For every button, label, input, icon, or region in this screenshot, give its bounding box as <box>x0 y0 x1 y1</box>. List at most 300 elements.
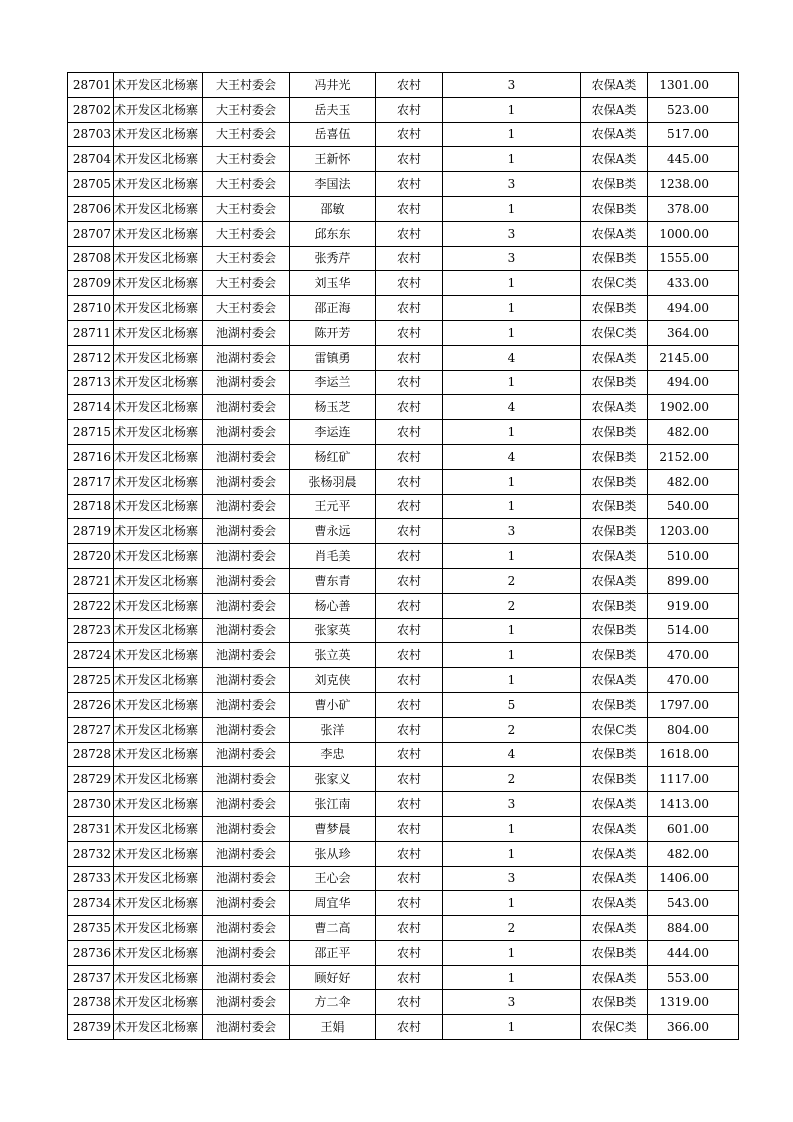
table-row <box>68 469 739 494</box>
table-row <box>68 246 739 271</box>
cell-count: 4 <box>443 345 581 370</box>
cell-town: 术开发区北杨寨 <box>114 742 203 767</box>
cell-name: 邵正平 <box>290 940 376 965</box>
cell-category: 农保B类 <box>581 469 648 494</box>
cell-count: 2 <box>443 717 581 742</box>
cell-town: 术开发区北杨寨 <box>114 469 203 494</box>
cell-amount: 494.00 <box>648 370 739 395</box>
cell-id: 28713 <box>68 370 114 395</box>
cell-town: 术开发区北杨寨 <box>114 494 203 519</box>
table-row <box>68 1015 739 1040</box>
cell-village: 大王村委会 <box>203 221 290 246</box>
cell-id: 28728 <box>68 742 114 767</box>
cell-village: 池湖村委会 <box>203 668 290 693</box>
table-row <box>68 494 739 519</box>
cell-amount: 523.00 <box>648 97 739 122</box>
cell-amount: 543.00 <box>648 891 739 916</box>
cell-category: 农保B类 <box>581 196 648 221</box>
cell-area: 农村 <box>376 816 443 841</box>
table-row <box>68 965 739 990</box>
table-row <box>68 444 739 469</box>
cell-category: 农保A类 <box>581 122 648 147</box>
cell-id: 28715 <box>68 420 114 445</box>
cell-village: 大王村委会 <box>203 122 290 147</box>
cell-category: 农保C类 <box>581 717 648 742</box>
table-body <box>68 73 739 1040</box>
cell-area: 农村 <box>376 296 443 321</box>
cell-category: 农保A类 <box>581 841 648 866</box>
cell-id: 28716 <box>68 444 114 469</box>
cell-category: 农保B类 <box>581 692 648 717</box>
table-row <box>68 519 739 544</box>
cell-amount: 1319.00 <box>648 990 739 1015</box>
table-row <box>68 891 739 916</box>
table-row <box>68 420 739 445</box>
cell-count: 1 <box>443 271 581 296</box>
cell-village: 池湖村委会 <box>203 866 290 891</box>
cell-amount: 433.00 <box>648 271 739 296</box>
cell-amount: 482.00 <box>648 420 739 445</box>
cell-area: 农村 <box>376 965 443 990</box>
cell-town: 术开发区北杨寨 <box>114 1015 203 1040</box>
cell-town: 术开发区北杨寨 <box>114 643 203 668</box>
cell-village: 池湖村委会 <box>203 370 290 395</box>
cell-category: 农保C类 <box>581 320 648 345</box>
cell-amount: 1000.00 <box>648 221 739 246</box>
cell-village: 池湖村委会 <box>203 717 290 742</box>
cell-name: 邵敏 <box>290 196 376 221</box>
cell-village: 池湖村委会 <box>203 742 290 767</box>
cell-name: 邵正海 <box>290 296 376 321</box>
cell-village: 池湖村委会 <box>203 692 290 717</box>
cell-town: 术开发区北杨寨 <box>114 519 203 544</box>
cell-count: 1 <box>443 147 581 172</box>
cell-name: 雷镇勇 <box>290 345 376 370</box>
cell-count: 1 <box>443 544 581 569</box>
cell-village: 大王村委会 <box>203 97 290 122</box>
cell-town: 术开发区北杨寨 <box>114 370 203 395</box>
cell-amount: 1238.00 <box>648 172 739 197</box>
cell-count: 1 <box>443 891 581 916</box>
cell-count: 3 <box>443 246 581 271</box>
cell-count: 2 <box>443 593 581 618</box>
cell-id: 28721 <box>68 568 114 593</box>
cell-amount: 482.00 <box>648 841 739 866</box>
cell-count: 3 <box>443 519 581 544</box>
cell-village: 池湖村委会 <box>203 792 290 817</box>
cell-amount: 517.00 <box>648 122 739 147</box>
cell-area: 农村 <box>376 544 443 569</box>
cell-category: 农保B类 <box>581 618 648 643</box>
cell-amount: 1413.00 <box>648 792 739 817</box>
cell-area: 农村 <box>376 618 443 643</box>
cell-town: 术开发区北杨寨 <box>114 196 203 221</box>
cell-name: 刘玉华 <box>290 271 376 296</box>
cell-town: 术开发区北杨寨 <box>114 965 203 990</box>
cell-category: 农保B类 <box>581 593 648 618</box>
cell-town: 术开发区北杨寨 <box>114 841 203 866</box>
cell-category: 农保A类 <box>581 891 648 916</box>
cell-count: 1 <box>443 122 581 147</box>
cell-name: 王娟 <box>290 1015 376 1040</box>
cell-area: 农村 <box>376 767 443 792</box>
cell-category: 农保B类 <box>581 494 648 519</box>
cell-area: 农村 <box>376 122 443 147</box>
cell-id: 28707 <box>68 221 114 246</box>
cell-amount: 514.00 <box>648 618 739 643</box>
cell-category: 农保A类 <box>581 97 648 122</box>
cell-id: 28729 <box>68 767 114 792</box>
cell-village: 池湖村委会 <box>203 816 290 841</box>
cell-category: 农保B类 <box>581 990 648 1015</box>
cell-town: 术开发区北杨寨 <box>114 792 203 817</box>
cell-area: 农村 <box>376 420 443 445</box>
table-row <box>68 568 739 593</box>
cell-name: 李运兰 <box>290 370 376 395</box>
cell-town: 术开发区北杨寨 <box>114 568 203 593</box>
cell-category: 农保C类 <box>581 1015 648 1040</box>
table-row <box>68 147 739 172</box>
cell-name: 张家英 <box>290 618 376 643</box>
table-row <box>68 668 739 693</box>
cell-town: 术开发区北杨寨 <box>114 544 203 569</box>
table-row <box>68 73 739 98</box>
cell-name: 曹东青 <box>290 568 376 593</box>
cell-name: 张立英 <box>290 643 376 668</box>
cell-count: 1 <box>443 618 581 643</box>
cell-count: 1 <box>443 643 581 668</box>
cell-category: 农保B类 <box>581 940 648 965</box>
cell-amount: 1797.00 <box>648 692 739 717</box>
cell-category: 农保A类 <box>581 221 648 246</box>
cell-category: 农保A类 <box>581 147 648 172</box>
cell-village: 大王村委会 <box>203 147 290 172</box>
cell-id: 28701 <box>68 73 114 98</box>
cell-id: 28727 <box>68 717 114 742</box>
cell-town: 术开发区北杨寨 <box>114 692 203 717</box>
cell-town: 术开发区北杨寨 <box>114 345 203 370</box>
cell-count: 2 <box>443 916 581 941</box>
cell-id: 28722 <box>68 593 114 618</box>
cell-area: 农村 <box>376 172 443 197</box>
cell-category: 农保B类 <box>581 643 648 668</box>
cell-count: 5 <box>443 692 581 717</box>
cell-area: 农村 <box>376 916 443 941</box>
cell-area: 农村 <box>376 246 443 271</box>
cell-amount: 445.00 <box>648 147 739 172</box>
cell-village: 池湖村委会 <box>203 1015 290 1040</box>
cell-town: 术开发区北杨寨 <box>114 246 203 271</box>
cell-village: 池湖村委会 <box>203 544 290 569</box>
cell-amount: 1406.00 <box>648 866 739 891</box>
cell-category: 农保A类 <box>581 544 648 569</box>
cell-count: 1 <box>443 97 581 122</box>
cell-amount: 1203.00 <box>648 519 739 544</box>
cell-count: 3 <box>443 792 581 817</box>
cell-village: 池湖村委会 <box>203 345 290 370</box>
cell-category: 农保A类 <box>581 395 648 420</box>
cell-id: 28717 <box>68 469 114 494</box>
cell-area: 农村 <box>376 196 443 221</box>
cell-name: 陈开芳 <box>290 320 376 345</box>
cell-area: 农村 <box>376 717 443 742</box>
cell-village: 池湖村委会 <box>203 420 290 445</box>
cell-name: 肖毛美 <box>290 544 376 569</box>
cell-count: 2 <box>443 767 581 792</box>
cell-amount: 482.00 <box>648 469 739 494</box>
table-row <box>68 643 739 668</box>
cell-amount: 804.00 <box>648 717 739 742</box>
cell-village: 池湖村委会 <box>203 519 290 544</box>
cell-area: 农村 <box>376 891 443 916</box>
cell-category: 农保A类 <box>581 792 648 817</box>
cell-amount: 553.00 <box>648 965 739 990</box>
cell-id: 28711 <box>68 320 114 345</box>
table-row <box>68 395 739 420</box>
table-row <box>68 717 739 742</box>
cell-village: 池湖村委会 <box>203 965 290 990</box>
cell-village: 池湖村委会 <box>203 841 290 866</box>
table-row <box>68 370 739 395</box>
cell-village: 池湖村委会 <box>203 320 290 345</box>
cell-name: 杨玉芝 <box>290 395 376 420</box>
cell-id: 28719 <box>68 519 114 544</box>
cell-count: 3 <box>443 990 581 1015</box>
cell-count: 3 <box>443 866 581 891</box>
cell-category: 农保C类 <box>581 271 648 296</box>
cell-name: 岳喜伍 <box>290 122 376 147</box>
cell-amount: 470.00 <box>648 668 739 693</box>
cell-count: 4 <box>443 742 581 767</box>
cell-village: 池湖村委会 <box>203 568 290 593</box>
cell-name: 周宜华 <box>290 891 376 916</box>
table-row <box>68 345 739 370</box>
cell-area: 农村 <box>376 792 443 817</box>
cell-village: 池湖村委会 <box>203 643 290 668</box>
cell-area: 农村 <box>376 370 443 395</box>
cell-name: 曹梦晨 <box>290 816 376 841</box>
cell-name: 张江南 <box>290 792 376 817</box>
cell-area: 农村 <box>376 990 443 1015</box>
cell-amount: 1117.00 <box>648 767 739 792</box>
table-row <box>68 866 739 891</box>
table-row <box>68 767 739 792</box>
cell-category: 农保B类 <box>581 767 648 792</box>
cell-id: 28709 <box>68 271 114 296</box>
cell-name: 张杨羽晨 <box>290 469 376 494</box>
cell-area: 农村 <box>376 1015 443 1040</box>
cell-name: 曹永远 <box>290 519 376 544</box>
cell-village: 池湖村委会 <box>203 469 290 494</box>
cell-village: 池湖村委会 <box>203 593 290 618</box>
cell-count: 1 <box>443 494 581 519</box>
cell-area: 农村 <box>376 593 443 618</box>
cell-id: 28720 <box>68 544 114 569</box>
cell-name: 李运连 <box>290 420 376 445</box>
cell-id: 28738 <box>68 990 114 1015</box>
cell-count: 3 <box>443 172 581 197</box>
table-row <box>68 593 739 618</box>
cell-id: 28718 <box>68 494 114 519</box>
cell-amount: 884.00 <box>648 916 739 941</box>
cell-town: 术开发区北杨寨 <box>114 891 203 916</box>
cell-amount: 1555.00 <box>648 246 739 271</box>
cell-village: 池湖村委会 <box>203 940 290 965</box>
cell-name: 张秀芹 <box>290 246 376 271</box>
cell-village: 池湖村委会 <box>203 767 290 792</box>
cell-village: 池湖村委会 <box>203 916 290 941</box>
cell-amount: 919.00 <box>648 593 739 618</box>
cell-village: 池湖村委会 <box>203 618 290 643</box>
cell-area: 农村 <box>376 866 443 891</box>
cell-town: 术开发区北杨寨 <box>114 866 203 891</box>
cell-count: 4 <box>443 444 581 469</box>
cell-name: 曹二高 <box>290 916 376 941</box>
cell-id: 28714 <box>68 395 114 420</box>
cell-village: 池湖村委会 <box>203 891 290 916</box>
cell-amount: 364.00 <box>648 320 739 345</box>
cell-id: 28734 <box>68 891 114 916</box>
cell-village: 大王村委会 <box>203 296 290 321</box>
cell-name: 张家义 <box>290 767 376 792</box>
subsidy-table <box>67 72 739 1040</box>
cell-amount: 2152.00 <box>648 444 739 469</box>
cell-town: 术开发区北杨寨 <box>114 444 203 469</box>
cell-town: 术开发区北杨寨 <box>114 916 203 941</box>
table-row <box>68 916 739 941</box>
cell-category: 农保A类 <box>581 345 648 370</box>
cell-name: 岳夫玉 <box>290 97 376 122</box>
cell-category: 农保A类 <box>581 568 648 593</box>
cell-name: 李国法 <box>290 172 376 197</box>
cell-town: 术开发区北杨寨 <box>114 296 203 321</box>
table-row <box>68 742 739 767</box>
cell-name: 方二伞 <box>290 990 376 1015</box>
cell-town: 术开发区北杨寨 <box>114 593 203 618</box>
cell-id: 28704 <box>68 147 114 172</box>
cell-count: 1 <box>443 370 581 395</box>
cell-area: 农村 <box>376 519 443 544</box>
cell-count: 1 <box>443 320 581 345</box>
cell-category: 农保B类 <box>581 742 648 767</box>
cell-town: 术开发区北杨寨 <box>114 147 203 172</box>
cell-count: 3 <box>443 221 581 246</box>
cell-town: 术开发区北杨寨 <box>114 122 203 147</box>
cell-area: 农村 <box>376 221 443 246</box>
cell-amount: 540.00 <box>648 494 739 519</box>
cell-amount: 601.00 <box>648 816 739 841</box>
table-row <box>68 990 739 1015</box>
cell-name: 王心会 <box>290 866 376 891</box>
cell-name: 邱东东 <box>290 221 376 246</box>
cell-count: 1 <box>443 469 581 494</box>
cell-village: 大王村委会 <box>203 172 290 197</box>
cell-count: 1 <box>443 940 581 965</box>
cell-category: 农保A类 <box>581 668 648 693</box>
cell-amount: 510.00 <box>648 544 739 569</box>
cell-category: 农保A类 <box>581 816 648 841</box>
cell-village: 池湖村委会 <box>203 494 290 519</box>
cell-count: 1 <box>443 816 581 841</box>
cell-town: 术开发区北杨寨 <box>114 940 203 965</box>
table-row <box>68 692 739 717</box>
cell-amount: 899.00 <box>648 568 739 593</box>
table-row <box>68 122 739 147</box>
cell-name: 张洋 <box>290 717 376 742</box>
cell-count: 1 <box>443 420 581 445</box>
cell-town: 术开发区北杨寨 <box>114 767 203 792</box>
cell-id: 28733 <box>68 866 114 891</box>
cell-amount: 1301.00 <box>648 73 739 98</box>
cell-town: 术开发区北杨寨 <box>114 320 203 345</box>
cell-category: 农保B类 <box>581 172 648 197</box>
cell-amount: 1618.00 <box>648 742 739 767</box>
cell-category: 农保A类 <box>581 866 648 891</box>
cell-name: 杨心善 <box>290 593 376 618</box>
cell-id: 28739 <box>68 1015 114 1040</box>
cell-count: 4 <box>443 395 581 420</box>
cell-area: 农村 <box>376 147 443 172</box>
cell-village: 池湖村委会 <box>203 444 290 469</box>
cell-town: 术开发区北杨寨 <box>114 221 203 246</box>
cell-name: 王元平 <box>290 494 376 519</box>
cell-name: 刘克侠 <box>290 668 376 693</box>
cell-name: 王新怀 <box>290 147 376 172</box>
cell-name: 杨红矿 <box>290 444 376 469</box>
cell-count: 1 <box>443 296 581 321</box>
cell-amount: 2145.00 <box>648 345 739 370</box>
cell-area: 农村 <box>376 494 443 519</box>
cell-area: 农村 <box>376 97 443 122</box>
cell-count: 1 <box>443 196 581 221</box>
cell-id: 28736 <box>68 940 114 965</box>
cell-category: 农保A类 <box>581 965 648 990</box>
table-row <box>68 97 739 122</box>
table-row <box>68 271 739 296</box>
cell-id: 28702 <box>68 97 114 122</box>
cell-count: 1 <box>443 1015 581 1040</box>
cell-town: 术开发区北杨寨 <box>114 395 203 420</box>
cell-id: 28725 <box>68 668 114 693</box>
cell-area: 农村 <box>376 469 443 494</box>
cell-area: 农村 <box>376 643 443 668</box>
cell-count: 1 <box>443 668 581 693</box>
cell-category: 农保B类 <box>581 370 648 395</box>
cell-id: 28703 <box>68 122 114 147</box>
cell-name: 顾好好 <box>290 965 376 990</box>
cell-village: 大王村委会 <box>203 271 290 296</box>
cell-town: 术开发区北杨寨 <box>114 271 203 296</box>
cell-area: 农村 <box>376 345 443 370</box>
cell-id: 28708 <box>68 246 114 271</box>
cell-town: 术开发区北杨寨 <box>114 816 203 841</box>
cell-town: 术开发区北杨寨 <box>114 618 203 643</box>
cell-id: 28710 <box>68 296 114 321</box>
cell-town: 术开发区北杨寨 <box>114 990 203 1015</box>
cell-name: 李忠 <box>290 742 376 767</box>
cell-id: 28737 <box>68 965 114 990</box>
cell-category: 农保A类 <box>581 916 648 941</box>
cell-id: 28732 <box>68 841 114 866</box>
cell-name: 曹小矿 <box>290 692 376 717</box>
table-row <box>68 172 739 197</box>
cell-town: 术开发区北杨寨 <box>114 420 203 445</box>
cell-town: 术开发区北杨寨 <box>114 73 203 98</box>
table-row <box>68 816 739 841</box>
cell-town: 术开发区北杨寨 <box>114 172 203 197</box>
cell-category: 农保B类 <box>581 519 648 544</box>
table-row <box>68 841 739 866</box>
